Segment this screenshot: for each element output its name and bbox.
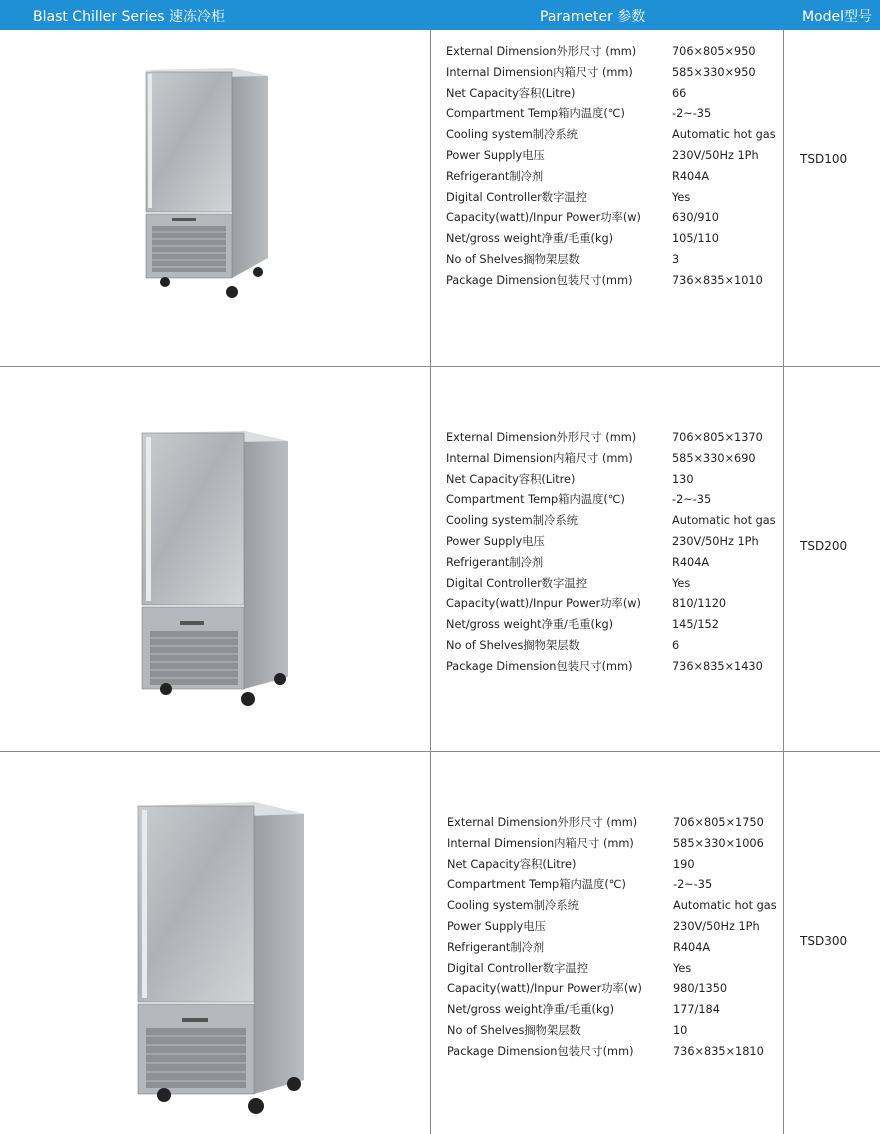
model-column-header: Model型号 [801, 9, 872, 25]
column-divider [430, 752, 431, 1134]
model-code: TSD300 [800, 934, 848, 948]
model-code: TSD200 [800, 539, 848, 553]
product-row-tsd200: External Dimension外形尺寸 (mm) 706×805×1370 Internal Dimension内箱尺寸 (mm) 585×330×690 Net Capacity容积(Litre) 130 Compartment Temp箱内温度(℃) -2~-35 Cooling system制冷系统 Automatic hot gas Power Supply电压 230V/50Hz 1Ph Refrigerant制冷剂 R404A Digital Controller数字温控 Yes Capacity(watt)/Inpur Power功率(w) 810/1120 Net/gross weight净重/毛重(kg) 145/152 No of Shelves搁物架层数 6 Package Dimension包装尺寸(mm) 736×835×1430 TSD200 [0, 367, 880, 752]
blast-chiller-tsd100-image [140, 68, 275, 303]
product-row-tsd300: External Dimension外形尺寸 (mm) 706×805×1750 Internal Dimension内箱尺寸 (mm) 585×330×1006 Net Capacity容积(Litre) 190 Compartment Temp箱内温度(℃) -2~-35 Cooling system制冷系统 Automatic hot gas Power Supply电压 230V/50Hz 1Ph Refrigerant制冷剂 R404A Digital Controller数字温控 Yes Capacity(watt)/Inpur Power功率(w) 980/1350 Net/gross weight净重/毛重(kg) 177/184 No of Shelves搁物架层数 10 Package Dimension包装尺寸(mm) 736×835×1810 TSD300 [0, 752, 880, 1134]
blast-chiller-tsd200-image [138, 429, 293, 709]
column-divider [783, 30, 784, 366]
column-divider [430, 30, 431, 366]
column-divider [783, 752, 784, 1134]
parameter-column-header: Parameter 参数 [540, 9, 646, 25]
product-row-tsd100: External Dimension外形尺寸 (mm) 706×805×950 Internal Dimension内箱尺寸 (mm) 585×330×950 Net Capacity容积(Litre) 66 Compartment Temp箱内温度(℃) -2~-35 Cooling system制冷系统 Automatic hot gas Power Supply电压 230V/50Hz 1Ph Refrigerant制冷剂 R404A Digital Controller数字温控 Yes Capacity(watt)/Inpur Power功率(w) 630/910 Net/gross weight净重/毛重(kg) 105/110 No of Shelves搁物架层数 3 Package Dimension包装尺寸(mm) 736×835×1010 TSD100 [0, 30, 880, 367]
blast-chiller-tsd300-image [134, 800, 306, 1118]
series-title: Blast Chiller Series 速冻冷柜 [33, 9, 225, 25]
column-divider [783, 367, 784, 751]
column-divider [430, 367, 431, 751]
table-header [0, 0, 880, 30]
model-code: TSD100 [800, 152, 848, 166]
